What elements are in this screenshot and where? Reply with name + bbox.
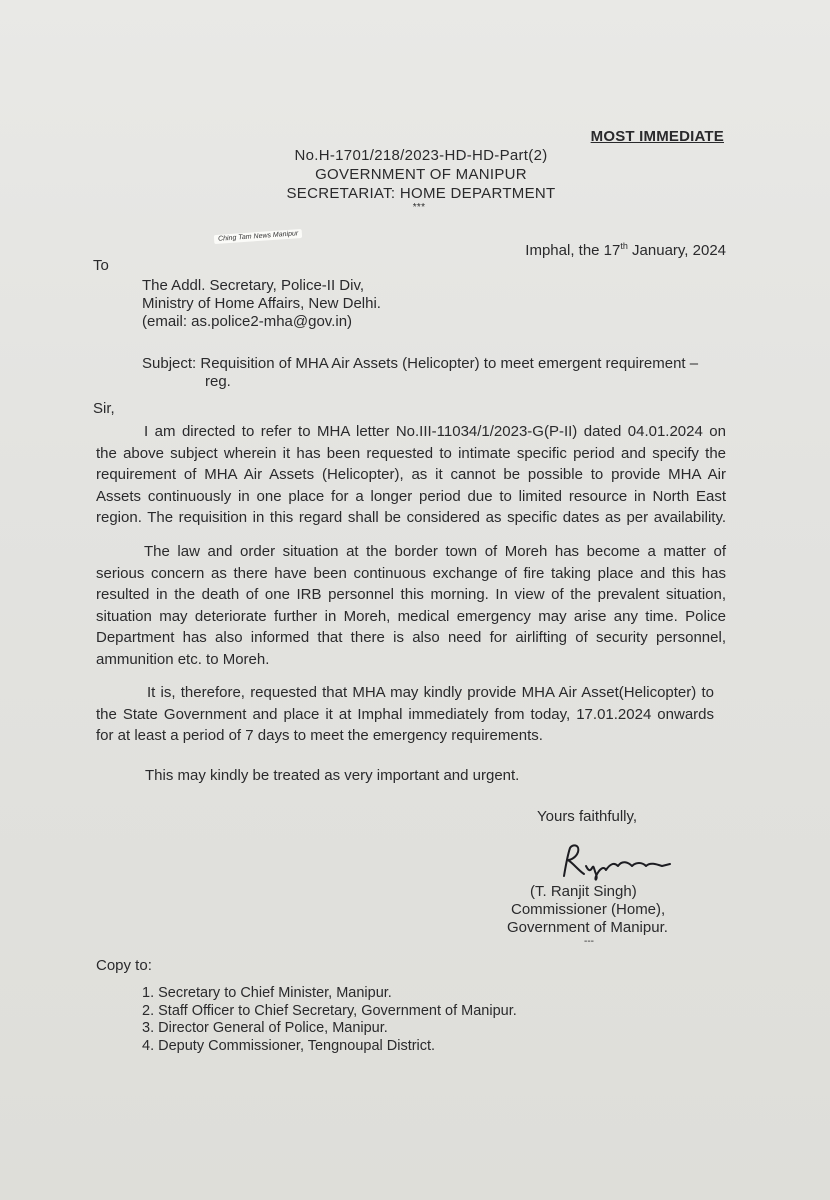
place-date: Imphal, the 17th January, 2024 xyxy=(525,241,726,259)
to-label: To xyxy=(93,257,109,274)
closing-salutation: Yours faithfully, xyxy=(537,808,638,825)
paragraph-line: The law and order situation at the border town of Moreh has become a matter of xyxy=(144,543,726,560)
closing-request: This may kindly be treated as very important and urgent. xyxy=(145,767,520,784)
copy-to-label: Copy to: xyxy=(96,957,152,974)
paragraph-line: Assets continuously in one place for a longer period due to limited resource in North East xyxy=(96,487,726,505)
paragraph-line: It is, therefore, requested that MHA may kindly provide MHA Air Asset(Helicopter) to xyxy=(147,684,714,701)
signatory-name: (T. Ranjit Singh) xyxy=(530,883,637,900)
list-item: 2. Staff Officer to Chief Secretary, Government of Manipur. xyxy=(142,1002,517,1019)
priority-label: MOST IMMEDIATE xyxy=(590,128,724,145)
paragraph-line: resulted in the death of one IRB personnel this morning. In view of the prevalent situation, xyxy=(96,586,726,603)
addressee-line: The Addl. Secretary, Police-II Div, xyxy=(142,277,365,294)
addressee-line: (email: as.police2-mha@gov.in) xyxy=(142,313,353,330)
paragraph xyxy=(96,682,714,747)
signatory-title: Commissioner (Home), xyxy=(511,901,666,918)
signatory-organization: Government of Manipur. xyxy=(507,919,668,936)
subject-line: reg. xyxy=(205,373,231,390)
subject-line: Subject: Requisition of MHA Air Assets (Helicopter) to meet emergent requirement – xyxy=(142,355,699,372)
paragraph-line: the above subject wherein it has been requested to intimate specific period and specify the xyxy=(96,444,726,462)
header-separator: *** xyxy=(412,202,426,213)
copy-to-list xyxy=(142,985,517,1055)
paragraph xyxy=(96,541,726,670)
paragraph-line: Department has also informed that there is also need for airlifting of security personnel, xyxy=(96,629,726,646)
watermark-label: Ching Tam News Manipur xyxy=(214,229,303,244)
paragraph-line: ammunition etc. to Moreh. xyxy=(96,650,270,668)
government-heading: GOVERNMENT OF MANIPUR xyxy=(315,166,527,183)
reference-number: No.H-1701/218/2023-HD-HD-Part(2) xyxy=(294,147,548,164)
department-heading: SECRETARIAT: HOME DEPARTMENT xyxy=(286,185,556,202)
paragraph-line: situation may deteriorate further in Moreh, medical emergency may arise any time. Police xyxy=(96,607,726,625)
signature-mark xyxy=(558,842,676,882)
list-item: 4. Deputy Commissioner, Tengnoupal District. xyxy=(142,1037,436,1054)
paragraph xyxy=(96,421,726,529)
salutation: Sir, xyxy=(93,400,115,417)
list-item: 3. Director General of Police, Manipur. xyxy=(142,1020,388,1036)
paragraph-line: serious concern as there have been continuous exchange of fire taking place and this has xyxy=(96,564,726,582)
paragraph-line: requirement of MHA Air Assets (Helicopter), as it cannot be possible to provide MHA Air xyxy=(96,466,726,483)
signature-separator: --- xyxy=(584,936,594,947)
paragraph-line: for at least a period of 7 days to meet the emergency requirements. xyxy=(96,727,543,744)
paragraph-line: region. The requisition in this regard shall be considered as specific dates as per availability. xyxy=(96,509,726,526)
paragraph-line: I am directed to refer to MHA letter No.III-11034/1/2023-G(P-II) dated 04.01.2024 on xyxy=(144,423,726,440)
addressee-line: Ministry of Home Affairs, New Delhi. xyxy=(142,295,381,312)
paragraph-line: the State Government and place it at Imphal immediately from today, 17.01.2024 onwards xyxy=(96,705,714,723)
list-item: 1. Secretary to Chief Minister, Manipur. xyxy=(142,985,392,1001)
